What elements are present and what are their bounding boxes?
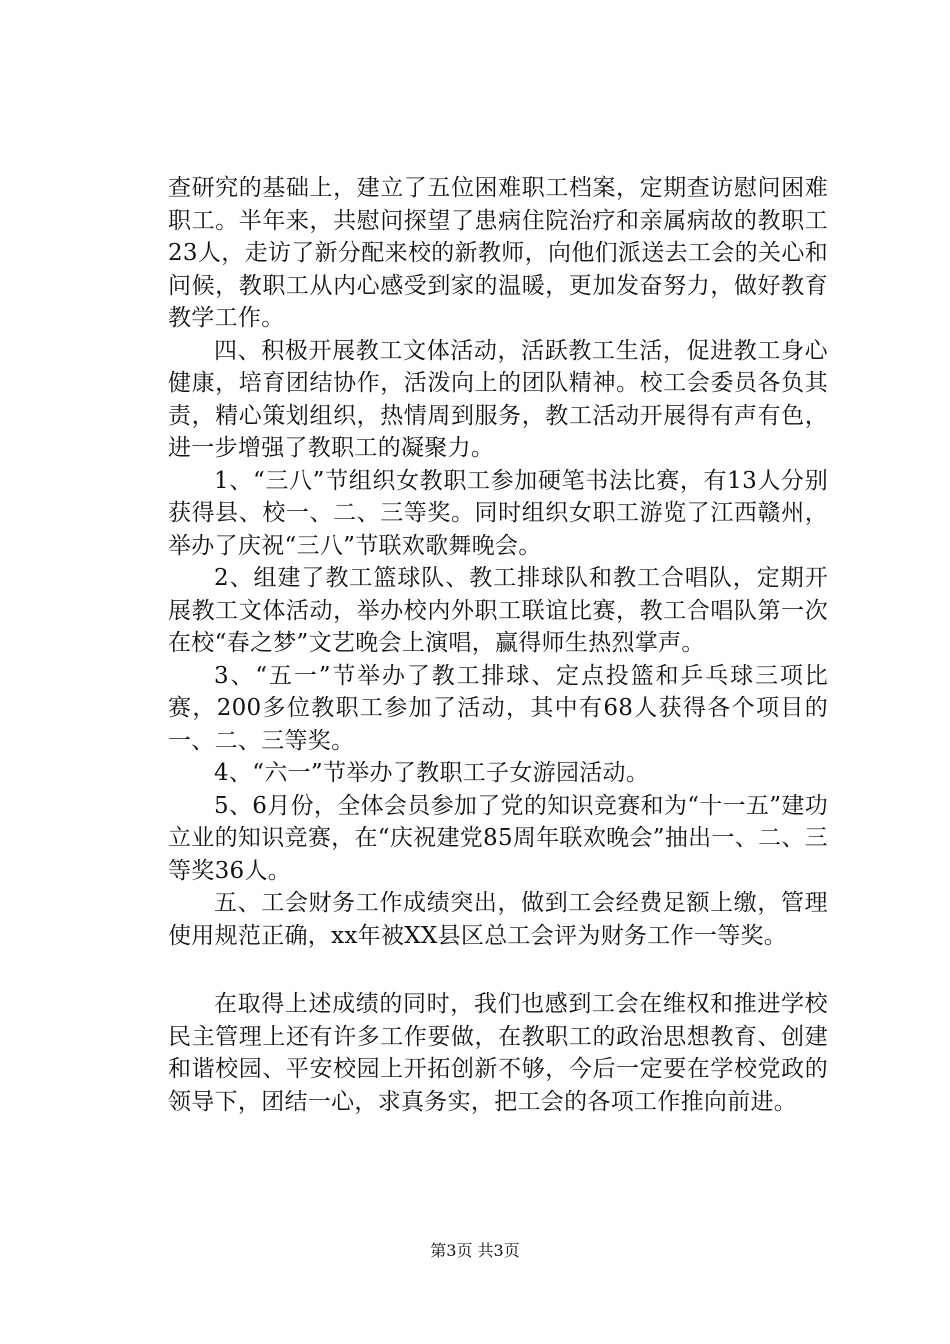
paragraph-item-1: 1、“三八”节组织女教职工参加硬笔书法比赛，有13人分别获得县、校一、二、三等奖。同时组织女职工游览了江西赣州，举办了庆祝“三八”节联欢歌舞晚会。 [168,467,828,559]
page-number-footer: 第3页 共3页 [430,1241,520,1260]
paragraph-section-four: 四、积极开展教工文体活动，活跃教工生活，促进教工身心健康，培育团结协作，活泼向上的团队精神。校工会委员各负其责，精心策划组织，热情周到服务，教工活动开展得有声有色，进一步增强了教职工的凝聚力。 [168,337,828,461]
paragraph-section-five: 五、工会财务工作成绩突出，做到工会经费足额上缴，管理使用规范正确，xx年被XX县区总工会评为财务工作一等奖。 [168,890,828,949]
paragraph-conclusion: 在取得上述成绩的同时，我们也感到工会在维权和推进学校民主管理上还有许多工作要做，在教职工的政治思想教育、创建和谐校园、平安校园上开拓创新不够，今后一定要在学校党政的领导下，团结一心，求真务实，把工会的各项工作推向前进。 [168,991,828,1115]
paragraph-item-5: 5、6月份，全体会员参加了党的知识竞赛和为“十一五”建功立业的知识竞赛，在“庆祝建党85周年联欢晚会”抽出一、二、三等奖36人。 [168,792,828,884]
paragraph-spacer [168,952,828,988]
paragraph-item-4: 4、“六一”节举办了教职工子女游园活动。 [214,760,650,786]
paragraph-item-3: 3、“五一”节举办了教工排球、定点投篮和乒乓球三项比赛，200多位教职工参加了活动，其中有68人获得各个项目的一、二、三等奖。 [168,662,828,754]
paragraph-item-2: 2、组建了教工篮球队、教工排球队和教工合唱队，定期开展教工文体活动，举办校内外职工联谊比赛，教工合唱队第一次在校“春之梦”文艺晚会上演唱，赢得师生热烈掌声。 [168,565,828,656]
document-body [168,172,828,1118]
paragraph-hardship-visits: 查研究的基础上，建立了五位困难职工档案，定期查访慰问困难职工。半年来，共慰问探望了患病住院治疗和亲属病故的教职工23人，走访了新分配来校的新教师，向他们派送去工会的关心和问候，教职工从内心感受到家的温暖，更加发奋努力，做好教育教学工作。 [168,175,828,331]
